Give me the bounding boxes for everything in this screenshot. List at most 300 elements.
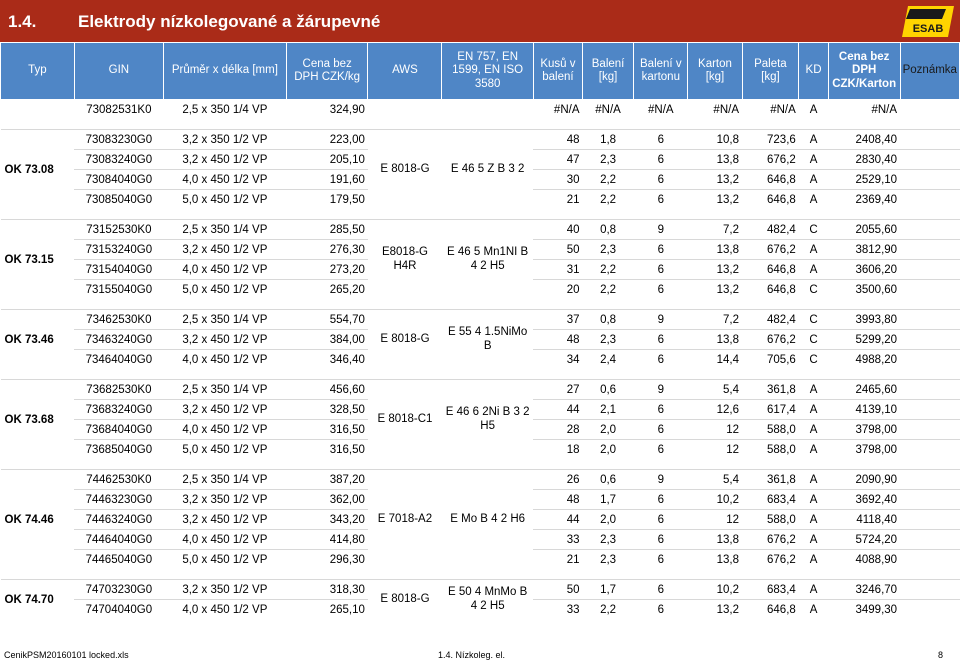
- kd-cell: C: [799, 330, 828, 350]
- pack-kg-cell: #N/A: [583, 100, 634, 120]
- table-row: [1, 470, 960, 490]
- note-cell: [900, 240, 959, 260]
- carton-kg-cell: #N/A: [688, 100, 742, 120]
- pack-kg-cell: 1,7: [583, 490, 634, 510]
- kd-cell: A: [799, 600, 828, 620]
- en-standard-cell: E 55 4 1.5NiMo B: [442, 310, 533, 370]
- carton-kg-cell: 5,4: [688, 470, 742, 490]
- pallet-kg-cell: 646,8: [742, 190, 799, 210]
- kd-cell: A: [799, 510, 828, 530]
- group-type: OK 73.15: [1, 220, 75, 300]
- pack-kg-cell: 2,0: [583, 420, 634, 440]
- table-body: [1, 100, 960, 620]
- note-cell: [900, 330, 959, 350]
- packs-per-carton-cell: 6: [634, 150, 688, 170]
- gin-cell: 73153240G0: [74, 240, 163, 260]
- price-carton-cell: 4139,10: [828, 400, 900, 420]
- pieces-cell: 48: [533, 130, 582, 150]
- pieces-cell: 33: [533, 530, 582, 550]
- gin-cell: 73684040G0: [74, 420, 163, 440]
- carton-kg-cell: 5,4: [688, 380, 742, 400]
- kd-cell: A: [799, 440, 828, 460]
- carton-kg-cell: 10,2: [688, 490, 742, 510]
- price-carton-cell: #N/A: [828, 100, 900, 120]
- carton-kg-cell: 13,2: [688, 260, 742, 280]
- group-spacer: [1, 369, 960, 380]
- packs-per-carton-cell: 6: [634, 280, 688, 300]
- group-type: OK 74.46: [1, 470, 75, 570]
- spacer-cell: [1, 299, 960, 310]
- price-kg-cell: 316,50: [286, 420, 368, 440]
- price-carton-cell: 4088,90: [828, 550, 900, 570]
- page-title: Elektrody nízkolegované a žárupevné: [78, 12, 381, 31]
- en-standard-cell: E 46 6 2Ni B 3 2 H5: [442, 380, 533, 460]
- title-bar: [0, 0, 960, 42]
- gin-cell: 73683240G0: [74, 400, 163, 420]
- pack-kg-cell: 2,2: [583, 170, 634, 190]
- col-header: Cena bez DPH CZK/Karton: [828, 43, 900, 100]
- en-standard-cell: E 46 5 Z B 3 2: [442, 130, 533, 210]
- packs-per-carton-cell: 6: [634, 190, 688, 210]
- pieces-cell: 18: [533, 440, 582, 460]
- esab-logo-text: ESAB: [912, 23, 944, 35]
- kd-cell: A: [799, 420, 828, 440]
- note-cell: [900, 280, 959, 300]
- pallet-kg-cell: #N/A: [742, 100, 799, 120]
- pieces-cell: 21: [533, 550, 582, 570]
- pack-kg-cell: 1,8: [583, 130, 634, 150]
- price-kg-cell: 316,50: [286, 440, 368, 460]
- carton-kg-cell: 13,8: [688, 240, 742, 260]
- note-cell: [900, 130, 959, 150]
- carton-kg-cell: 13,2: [688, 280, 742, 300]
- packs-per-carton-cell: #N/A: [634, 100, 688, 120]
- gin-cell: 73464040G0: [74, 350, 163, 370]
- kd-cell: C: [799, 280, 828, 300]
- price-carton-cell: 3692,40: [828, 490, 900, 510]
- carton-kg-cell: 10,8: [688, 130, 742, 150]
- group-spacer: [1, 569, 960, 580]
- packs-per-carton-cell: 6: [634, 440, 688, 460]
- section-number: 1.4.: [8, 12, 37, 31]
- pack-kg-cell: 2,2: [583, 190, 634, 210]
- col-header: Kusů v balení: [533, 43, 582, 100]
- pallet-kg-cell: 676,2: [742, 530, 799, 550]
- price-carton-cell: 5299,20: [828, 330, 900, 350]
- gin-cell: 73082531K0: [74, 100, 163, 120]
- pack-kg-cell: 1,7: [583, 580, 634, 600]
- pieces-cell: 47: [533, 150, 582, 170]
- size-cell: 4,0 x 450 1/2 VP: [163, 170, 286, 190]
- packs-per-carton-cell: 6: [634, 580, 688, 600]
- group-spacer: [1, 459, 960, 470]
- packs-per-carton-cell: 9: [634, 470, 688, 490]
- pieces-cell: 28: [533, 420, 582, 440]
- pallet-kg-cell: 683,4: [742, 580, 799, 600]
- carton-kg-cell: 12,6: [688, 400, 742, 420]
- note-cell: [900, 170, 959, 190]
- col-header: Typ: [1, 43, 75, 100]
- note-cell: [900, 150, 959, 170]
- carton-kg-cell: 13,8: [688, 530, 742, 550]
- price-carton-cell: 3798,00: [828, 420, 900, 440]
- gin-cell: 74463240G0: [74, 510, 163, 530]
- note-cell: [900, 510, 959, 530]
- packs-per-carton-cell: 6: [634, 350, 688, 370]
- price-carton-cell: 3798,00: [828, 440, 900, 460]
- size-cell: 3,2 x 350 1/2 VP: [163, 490, 286, 510]
- note-cell: [900, 100, 959, 120]
- size-cell: 5,0 x 450 1/2 VP: [163, 190, 286, 210]
- price-kg-cell: 324,90: [286, 100, 368, 120]
- pieces-cell: 44: [533, 400, 582, 420]
- size-cell: 2,5 x 350 1/4 VP: [163, 100, 286, 120]
- gin-cell: 74703230G0: [74, 580, 163, 600]
- size-cell: 3,2 x 450 1/2 VP: [163, 510, 286, 530]
- spacer-cell: [1, 119, 960, 130]
- gin-cell: 73084040G0: [74, 170, 163, 190]
- pallet-kg-cell: 646,8: [742, 600, 799, 620]
- size-cell: 3,2 x 350 1/2 VP: [163, 580, 286, 600]
- gin-cell: 73154040G0: [74, 260, 163, 280]
- kd-cell: A: [799, 380, 828, 400]
- note-cell: [900, 260, 959, 280]
- price-carton-cell: 2465,60: [828, 380, 900, 400]
- packs-per-carton-cell: 6: [634, 550, 688, 570]
- aws-cell: E 8018-C1: [368, 380, 442, 460]
- group-type: OK 73.68: [1, 380, 75, 460]
- packs-per-carton-cell: 9: [634, 310, 688, 330]
- group-type: OK 73.08: [1, 130, 75, 210]
- kd-cell: C: [799, 350, 828, 370]
- price-carton-cell: 2369,40: [828, 190, 900, 210]
- kd-cell: A: [799, 190, 828, 210]
- packs-per-carton-cell: 6: [634, 420, 688, 440]
- pack-kg-cell: 0,8: [583, 310, 634, 330]
- gin-cell: 73085040G0: [74, 190, 163, 210]
- gin-cell: 73463240G0: [74, 330, 163, 350]
- carton-kg-cell: 13,2: [688, 190, 742, 210]
- col-header: EN 757, EN 1599, EN ISO 3580: [442, 43, 533, 100]
- col-header: Poznámka: [900, 43, 959, 100]
- price-carton-cell: 3499,30: [828, 600, 900, 620]
- spacer-cell: [1, 369, 960, 380]
- group-spacer: [1, 299, 960, 310]
- packs-per-carton-cell: 6: [634, 600, 688, 620]
- pallet-kg-cell: 646,8: [742, 260, 799, 280]
- pieces-cell: 48: [533, 330, 582, 350]
- pieces-cell: 31: [533, 260, 582, 280]
- carton-kg-cell: 7,2: [688, 310, 742, 330]
- price-kg-cell: 223,00: [286, 130, 368, 150]
- table-row: [1, 310, 960, 330]
- pallet-kg-cell: 723,6: [742, 130, 799, 150]
- pallet-kg-cell: 617,4: [742, 400, 799, 420]
- packs-per-carton-cell: 6: [634, 170, 688, 190]
- pieces-cell: 34: [533, 350, 582, 370]
- price-kg-cell: 343,20: [286, 510, 368, 530]
- kd-cell: A: [799, 260, 828, 280]
- note-cell: [900, 440, 959, 460]
- pieces-cell: 30: [533, 170, 582, 190]
- note-cell: [900, 470, 959, 490]
- group-type: OK 73.46: [1, 310, 75, 370]
- price-kg-cell: 285,50: [286, 220, 368, 240]
- pack-kg-cell: 2,3: [583, 240, 634, 260]
- pack-kg-cell: 2,3: [583, 530, 634, 550]
- price-kg-cell: 384,00: [286, 330, 368, 350]
- pallet-kg-cell: 676,2: [742, 330, 799, 350]
- pallet-kg-cell: 676,2: [742, 240, 799, 260]
- carton-kg-cell: 12: [688, 440, 742, 460]
- col-header: Balení [kg]: [583, 43, 634, 100]
- kd-cell: A: [799, 470, 828, 490]
- note-cell: [900, 190, 959, 210]
- en-standard-cell: E 46 5 Mn1NI B 4 2 H5: [442, 220, 533, 300]
- note-cell: [900, 490, 959, 510]
- size-cell: 4,0 x 450 1/2 VP: [163, 600, 286, 620]
- kd-cell: C: [799, 220, 828, 240]
- size-cell: 2,5 x 350 1/4 VP: [163, 310, 286, 330]
- pieces-cell: 37: [533, 310, 582, 330]
- aws-cell: [368, 100, 442, 120]
- kd-cell: C: [799, 310, 828, 330]
- size-cell: 4,0 x 450 1/2 VP: [163, 260, 286, 280]
- gin-cell: 73152530K0: [74, 220, 163, 240]
- price-kg-cell: 265,20: [286, 280, 368, 300]
- pallet-kg-cell: 676,2: [742, 550, 799, 570]
- size-cell: 5,0 x 450 1/2 VP: [163, 440, 286, 460]
- size-cell: 3,2 x 350 1/2 VP: [163, 130, 286, 150]
- price-kg-cell: 362,00: [286, 490, 368, 510]
- packs-per-carton-cell: 6: [634, 130, 688, 150]
- col-header: GIN: [74, 43, 163, 100]
- price-carton-cell: 3500,60: [828, 280, 900, 300]
- footer-page-number: 8: [938, 650, 944, 660]
- spacer-cell: [1, 459, 960, 470]
- price-table: [0, 42, 960, 619]
- pieces-cell: 44: [533, 510, 582, 530]
- price-kg-cell: 296,30: [286, 550, 368, 570]
- price-kg-cell: 414,80: [286, 530, 368, 550]
- price-kg-cell: 456,60: [286, 380, 368, 400]
- pieces-cell: 50: [533, 580, 582, 600]
- group-type: [1, 100, 75, 120]
- pack-kg-cell: 0,6: [583, 380, 634, 400]
- pieces-cell: 26: [533, 470, 582, 490]
- group-spacer: [1, 209, 960, 220]
- carton-kg-cell: 13,8: [688, 330, 742, 350]
- pieces-cell: #N/A: [533, 100, 582, 120]
- kd-cell: A: [799, 530, 828, 550]
- pack-kg-cell: 2,3: [583, 330, 634, 350]
- packs-per-carton-cell: 6: [634, 490, 688, 510]
- pack-kg-cell: 2,0: [583, 440, 634, 460]
- size-cell: 4,0 x 450 1/2 VP: [163, 350, 286, 370]
- gin-cell: 74462530K0: [74, 470, 163, 490]
- price-carton-cell: 3812,90: [828, 240, 900, 260]
- aws-cell: E 8018-G: [368, 310, 442, 370]
- price-kg-cell: 318,30: [286, 580, 368, 600]
- price-kg-cell: 276,30: [286, 240, 368, 260]
- pack-kg-cell: 2,4: [583, 350, 634, 370]
- packs-per-carton-cell: 6: [634, 530, 688, 550]
- carton-kg-cell: 12: [688, 420, 742, 440]
- pack-kg-cell: 0,8: [583, 220, 634, 240]
- size-cell: 3,2 x 450 1/2 VP: [163, 150, 286, 170]
- price-kg-cell: 179,50: [286, 190, 368, 210]
- note-cell: [900, 580, 959, 600]
- price-carton-cell: 4988,20: [828, 350, 900, 370]
- price-kg-cell: 387,20: [286, 470, 368, 490]
- carton-kg-cell: 10,2: [688, 580, 742, 600]
- gin-cell: 73462530K0: [74, 310, 163, 330]
- kd-cell: A: [799, 580, 828, 600]
- pack-kg-cell: 2,3: [583, 550, 634, 570]
- pieces-cell: 21: [533, 190, 582, 210]
- pallet-kg-cell: 361,8: [742, 380, 799, 400]
- gin-cell: 74465040G0: [74, 550, 163, 570]
- gin-cell: 73083230G0: [74, 130, 163, 150]
- carton-kg-cell: 14,4: [688, 350, 742, 370]
- size-cell: 5,0 x 450 1/2 VP: [163, 550, 286, 570]
- carton-kg-cell: 13,2: [688, 600, 742, 620]
- table-row: [1, 580, 960, 600]
- pallet-kg-cell: 683,4: [742, 490, 799, 510]
- col-header: Balení v kartonu: [634, 43, 688, 100]
- pack-kg-cell: 2,0: [583, 510, 634, 530]
- price-carton-cell: 4118,40: [828, 510, 900, 530]
- group-spacer: [1, 119, 960, 130]
- gin-cell: 74704040G0: [74, 600, 163, 620]
- price-carton-cell: 5724,20: [828, 530, 900, 550]
- packs-per-carton-cell: 6: [634, 330, 688, 350]
- gin-cell: 73083240G0: [74, 150, 163, 170]
- price-kg-cell: 328,50: [286, 400, 368, 420]
- col-header: KD: [799, 43, 828, 100]
- pallet-kg-cell: 646,8: [742, 170, 799, 190]
- kd-cell: A: [799, 170, 828, 190]
- pieces-cell: 48: [533, 490, 582, 510]
- carton-kg-cell: 13,8: [688, 150, 742, 170]
- group-type: OK 74.70: [1, 580, 75, 620]
- note-cell: [900, 310, 959, 330]
- pallet-kg-cell: 646,8: [742, 280, 799, 300]
- price-carton-cell: 3606,20: [828, 260, 900, 280]
- gin-cell: 73685040G0: [74, 440, 163, 460]
- size-cell: 2,5 x 350 1/4 VP: [163, 380, 286, 400]
- aws-cell: E8018-G H4R: [368, 220, 442, 300]
- col-header: Cena bez DPH CZK/kg: [286, 43, 368, 100]
- note-cell: [900, 600, 959, 620]
- gin-cell: 74463230G0: [74, 490, 163, 510]
- carton-kg-cell: 7,2: [688, 220, 742, 240]
- gin-cell: 73155040G0: [74, 280, 163, 300]
- table-row: [1, 130, 960, 150]
- table-row: [1, 100, 960, 120]
- packs-per-carton-cell: 9: [634, 380, 688, 400]
- footer-sheet-name: 1.4. Nízkoleg. el.: [438, 650, 506, 660]
- aws-cell: E 8018-G: [368, 130, 442, 210]
- kd-cell: A: [799, 130, 828, 150]
- pallet-kg-cell: 588,0: [742, 510, 799, 530]
- pallet-kg-cell: 676,2: [742, 150, 799, 170]
- price-kg-cell: 346,40: [286, 350, 368, 370]
- size-cell: 3,2 x 450 1/2 VP: [163, 400, 286, 420]
- spacer-cell: [1, 209, 960, 220]
- column-header-row: [1, 43, 960, 100]
- price-kg-cell: 554,70: [286, 310, 368, 330]
- size-cell: 2,5 x 350 1/4 VP: [163, 220, 286, 240]
- pieces-cell: 50: [533, 240, 582, 260]
- pallet-kg-cell: 705,6: [742, 350, 799, 370]
- price-kg-cell: 265,10: [286, 600, 368, 620]
- pieces-cell: 33: [533, 600, 582, 620]
- pieces-cell: 20: [533, 280, 582, 300]
- kd-cell: A: [799, 240, 828, 260]
- carton-kg-cell: 12: [688, 510, 742, 530]
- size-cell: 5,0 x 450 1/2 VP: [163, 280, 286, 300]
- pieces-cell: 40: [533, 220, 582, 240]
- price-carton-cell: 3993,80: [828, 310, 900, 330]
- packs-per-carton-cell: 9: [634, 220, 688, 240]
- table-row: [1, 220, 960, 240]
- note-cell: [900, 380, 959, 400]
- col-header: AWS: [368, 43, 442, 100]
- kd-cell: A: [799, 100, 828, 120]
- kd-cell: A: [799, 490, 828, 510]
- packs-per-carton-cell: 6: [634, 510, 688, 530]
- gin-cell: 73682530K0: [74, 380, 163, 400]
- spacer-cell: [1, 569, 960, 580]
- size-cell: 4,0 x 450 1/2 VP: [163, 530, 286, 550]
- esab-logo: [902, 6, 954, 37]
- en-standard-cell: [442, 100, 533, 120]
- col-header: Karton [kg]: [688, 43, 742, 100]
- col-header: Průměr x délka [mm]: [163, 43, 286, 100]
- size-cell: 3,2 x 450 1/2 VP: [163, 240, 286, 260]
- kd-cell: A: [799, 150, 828, 170]
- price-carton-cell: 2408,40: [828, 130, 900, 150]
- size-cell: 4,0 x 450 1/2 VP: [163, 420, 286, 440]
- col-header: Paleta [kg]: [742, 43, 799, 100]
- carton-kg-cell: 13,2: [688, 170, 742, 190]
- en-standard-cell: E 50 4 MnMo B 4 2 H5: [442, 580, 533, 620]
- pack-kg-cell: 0,6: [583, 470, 634, 490]
- pack-kg-cell: 2,1: [583, 400, 634, 420]
- price-kg-cell: 273,20: [286, 260, 368, 280]
- note-cell: [900, 420, 959, 440]
- price-kg-cell: 205,10: [286, 150, 368, 170]
- en-standard-cell: E Mo B 4 2 H6: [442, 470, 533, 570]
- price-carton-cell: 2090,90: [828, 470, 900, 490]
- size-cell: 3,2 x 450 1/2 VP: [163, 330, 286, 350]
- price-carton-cell: 3246,70: [828, 580, 900, 600]
- gin-cell: 74464040G0: [74, 530, 163, 550]
- packs-per-carton-cell: 6: [634, 240, 688, 260]
- pallet-kg-cell: 482,4: [742, 310, 799, 330]
- pack-kg-cell: 2,3: [583, 150, 634, 170]
- pack-kg-cell: 2,2: [583, 260, 634, 280]
- footer-filename: CenikPSM20160101 locked.xls: [4, 650, 129, 660]
- note-cell: [900, 550, 959, 570]
- carton-kg-cell: 13,8: [688, 550, 742, 570]
- aws-cell: E 8018-G: [368, 580, 442, 620]
- price-carton-cell: 2055,60: [828, 220, 900, 240]
- table-row: [1, 380, 960, 400]
- price-carton-cell: 2529,10: [828, 170, 900, 190]
- pack-kg-cell: 2,2: [583, 600, 634, 620]
